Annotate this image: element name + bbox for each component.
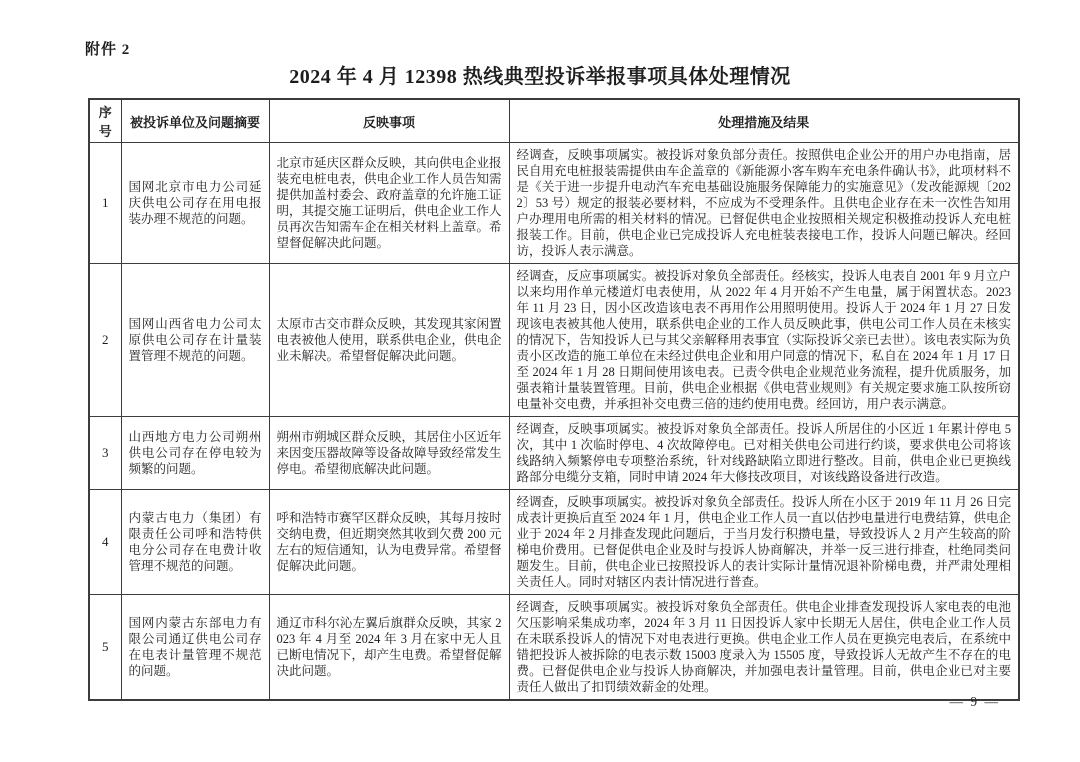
- page-number: — 9 —: [949, 694, 1000, 709]
- page-title: 2024 年 4 月 12398 热线典型投诉举报事项具体处理情况: [289, 66, 791, 88]
- cell-row-number: 3: [89, 417, 121, 490]
- table-row: [89, 490, 1019, 595]
- header-result: 处理措施及结果: [509, 99, 1019, 143]
- table-body: [89, 143, 1019, 701]
- table-header-row: [89, 99, 1019, 143]
- table-row: [89, 264, 1019, 417]
- cell-complained-unit: 国网北京市电力公司延庆供电公司存在用电报装办理不规范的问题。: [121, 143, 269, 264]
- cell-reported-matter: 通辽市科尔沁左翼后旗群众反映，其家 2023 年 4 月至 2024 年 3 月在家中无人且已断电情况下，却产生电费。希望督促解决此问题。: [269, 595, 509, 701]
- cell-row-number: 4: [89, 490, 121, 595]
- cell-complained-unit: 山西地方电力公司朔州供电公司存在停电较为频繁的问题。: [121, 417, 269, 490]
- cell-reported-matter: 朔州市朔城区群众反映，其居住小区近年来因变压器故障等设备故障导致经常发生停电。希望彻底解决此问题。: [269, 417, 509, 490]
- cell-reported-matter: 呼和浩特市赛罕区群众反映，其每月按时交纳电费，但近期突然其收到欠费 200 元左右的短信通知，认为电费异常。希望督促解决此问题。: [269, 490, 509, 595]
- header-no: 序号: [89, 99, 121, 143]
- header-unit: 被投诉单位及问题摘要: [121, 99, 269, 143]
- cell-handling-result: 经调查，反映事项属实。被投诉对象负全部责任。投诉人所居住的小区近 1 年累计停电 5 次，其中 1 次临时停电、4 次故障停电。已对相关供电公司进行约谈，要求供电公司将该线路纳入频繁停电专项整治系统，针对线路缺陷立即进行整改。目前，供电企业已更换线路部分电缆分支箱，同时申请 2024 年大修技改项目，对该线路设备进行改造。: [509, 417, 1019, 490]
- cell-row-number: 1: [89, 143, 121, 264]
- cell-reported-matter: 北京市延庆区群众反映，其向供电企业报装充电桩电表，供电企业工作人员告知需提供加盖村委会、政府盖章的允许施工证明，其提交施工证明后，供电企业工作人员再次告知需车企在相关材料上盖章。希望督促解决此问题。: [269, 143, 509, 264]
- header-matter: 反映事项: [269, 99, 509, 143]
- cell-row-number: 2: [89, 264, 121, 417]
- cell-handling-result: 经调查，反映事项属实。被投诉对象负全部责任。投诉人所在小区于 2019 年 11 月 26 日完成表计更换后直至 2024 年 1 月，供电企业工作人员一直以估抄电量进行电费结算，供电企业于 2024 年 2 月排查发现此问题后，于当月发行积攒电量，导致投诉人 2 月产生较高的阶梯电价费用。已督促供电企业及时与投诉人协商解决，并举一反三进行排查，杜绝同类问题发生。目前，供电企业已按照投诉人的表计实际计量情况退补阶梯电费，并严肃处理相关责任人。同时对辖区内表计情况进行普查。: [509, 490, 1019, 595]
- cell-handling-result: 经调查，反应事项属实。被投诉对象负全部责任。经核实，投诉人电表自 2001 年 9 月立户以来均用作单元楼道灯电表使用，从 2022 年 4 月开始不产生电量，属于闲置状态。2023 年 11 月 23 日，因小区改造该电表不再用作公用照明使用。投诉人于 2024 年 1 月 27 日发现该电表被其他人使用，联系供电企业的工作人员反映此事，供电公司工作人员在未核实的情况下，告知投诉人已与其父亲解释用表事宜（实际投诉父亲已去世）。该电表实际为负责小区改造的施工单位在未经过供电企业和用户同意的情况下，私自在 2024 年 1 月 17 日至 2024 年 1 月 28 日期间使用该电表。已责令供电企业规范业务流程，提升优质服务，加强表箱计量装置管理。目前，供电企业根据《供电营业规则》有关规定要求施工队按所窃电量补交电费，并承担补交电费三倍的违约使用电费。经回访，用户表示满意。: [509, 264, 1019, 417]
- attachment-label: 附件 2: [85, 42, 131, 58]
- cell-complained-unit: 国网内蒙古东部电力有限公司通辽供电公司存在电表计量管理不规范的问题。: [121, 595, 269, 701]
- cell-handling-result: 经调查，反映事项属实。被投诉对象负全部责任。供电企业排查发现投诉人家电表的电池欠压影响采集成功率，2024 年 3 月 11 日因投诉人家中长期无人居住，供电企业工作人员在未联系投诉人的情况下对电表进行更换。供电企业工作人员在更换完电表后，在系统中错把投诉人被拆除的电表示数 15003 度录入为 15505 度，导致投诉人无故产生不存在的电费。已督促供电企业与投诉人协商解决，并加强电表计量管理。目前，供电企业已对主要责任人做出了扣罚绩效薪金的处理。: [509, 595, 1019, 701]
- cell-row-number: 5: [89, 595, 121, 701]
- cell-complained-unit: 国网山西省电力公司太原供电公司存在计量装置管理不规范的问题。: [121, 264, 269, 417]
- cell-complained-unit: 内蒙古电力（集团）有限责任公司呼和浩特供电分公司存在电费计收管理不规范的问题。: [121, 490, 269, 595]
- complaint-table: [88, 98, 1020, 701]
- cell-reported-matter: 太原市古交市群众反映，其发现其家闲置电表被他人使用，联系供电企业，供电企业未解决。希望督促解决此问题。: [269, 264, 509, 417]
- table-row: [89, 595, 1019, 701]
- table-row: [89, 417, 1019, 490]
- cell-handling-result: 经调查，反映事项属实。被投诉对象负部分责任。按照供电企业公开的用户办电指南，居民自用充电桩报装需提供由车企盖章的《新能源小客车购车充电条件确认书》，此项材料不是《关于进一步提升电动汽车充电基础设施服务保障能力的实施意见》（发改能源规〔2022〕53 号）规定的报装必要材料，不应成为不受理条件。且供电企业存在未一次性告知用户办理用电所需的相关材料的情况。已督促供电企业按照相关规定积极推动投诉人充电桩报装工作。目前，供电企业已完成投诉人充电桩装表接电工作，投诉人问题已解决。经回访，投诉人表示满意。: [509, 143, 1019, 264]
- table-row: [89, 143, 1019, 264]
